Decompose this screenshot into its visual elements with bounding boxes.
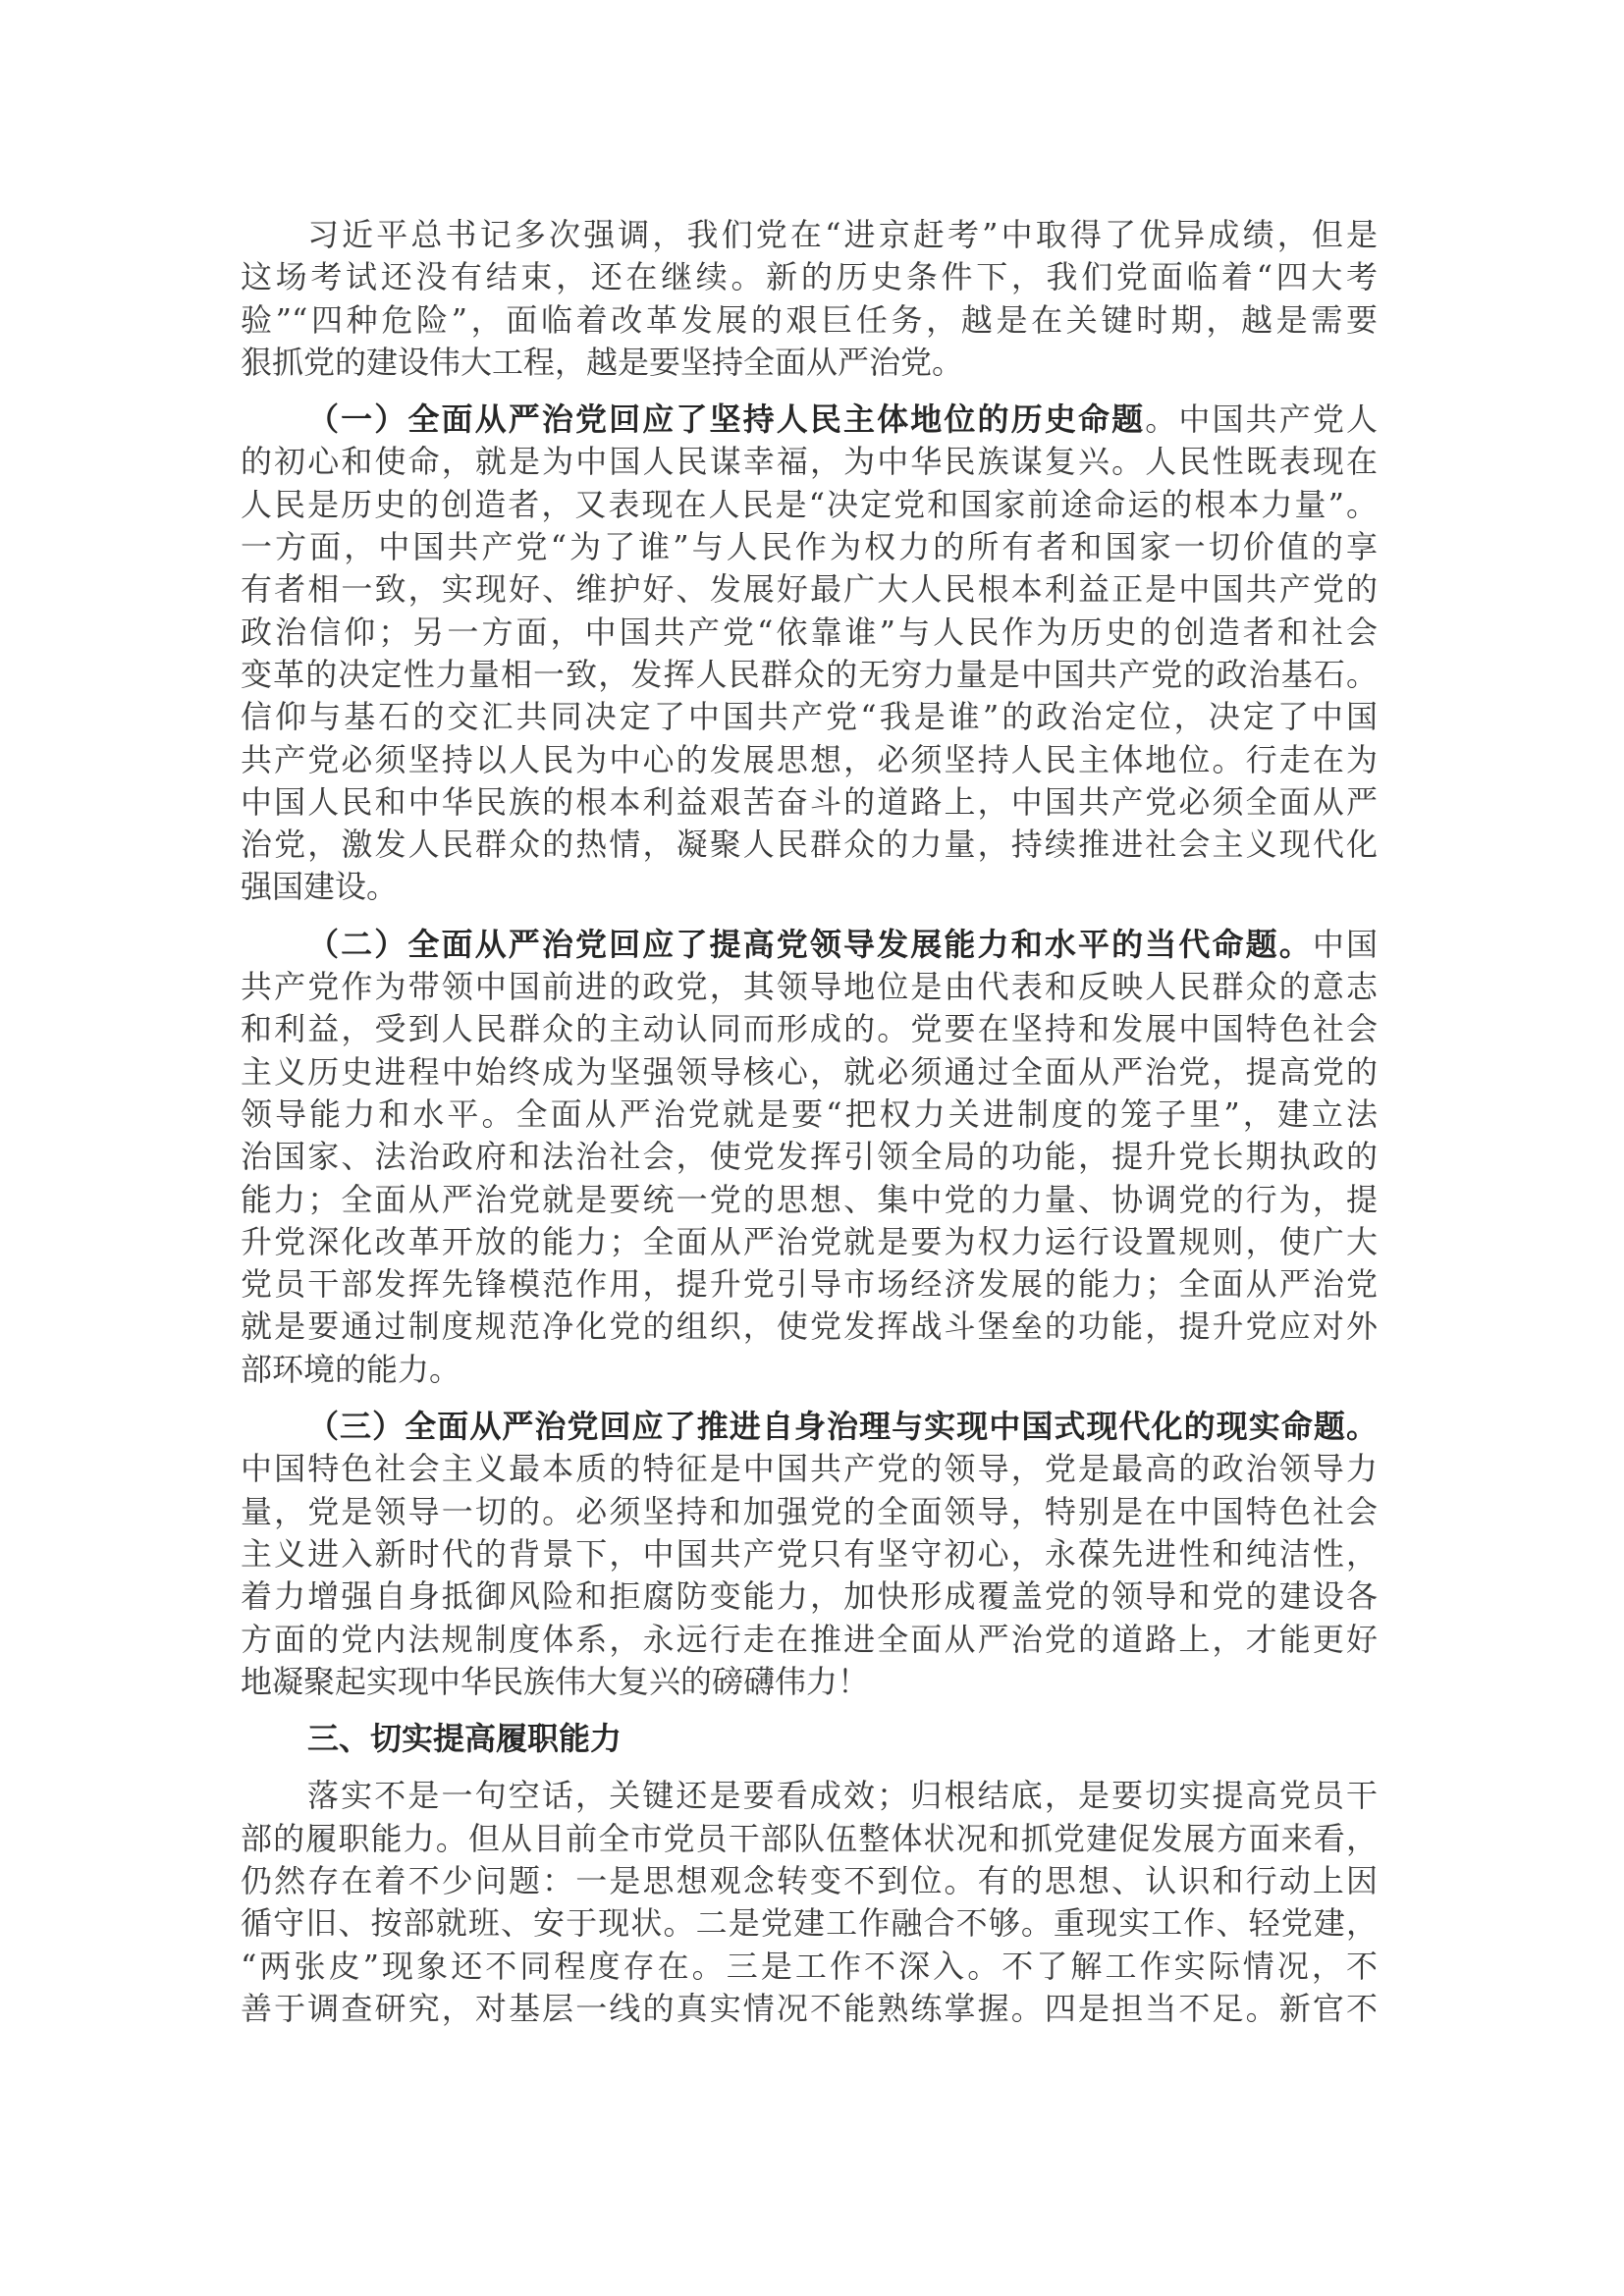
document-page: [241, 214, 1378, 2045]
body-text: 中国特色社会主义最本质的特征是中国共产党的领导，党是最高的政治领导力: [241, 1450, 1378, 1488]
body-text: 人民是历史的创造者，又表现在人民是“决定党和国家前途命运的根本力量”。: [241, 485, 1378, 523]
text-line: [241, 1406, 1378, 1448]
text-line: [241, 484, 1378, 526]
body-text: 共产党必须坚持以人民为中心的发展思想，必须坚持人民主体地位。行走在为: [241, 740, 1378, 778]
text-line: [241, 1263, 1378, 1306]
text-line: [241, 966, 1378, 1008]
text-line: [241, 866, 1378, 908]
body-text: 主义进入新时代的背景下，中国共产党只有坚守初心，永葆先进性和纯洁性，: [241, 1534, 1378, 1573]
body-text: 一方面，中国共产党“为了谁”与人民作为权力的所有者和国家一切价值的享: [241, 528, 1378, 566]
text-line: [241, 1619, 1378, 1661]
text-line: [241, 214, 1378, 256]
text-line: [241, 1860, 1378, 1902]
body-text: 落实不是一句空话，关键还是要看成效；归根结底，是要切实提高党员干: [307, 1777, 1378, 1815]
body-text: 能力；全面从严治党就是要统一党的思想、集中党的力量、协调党的行为，提: [241, 1180, 1378, 1218]
text-line: [241, 1448, 1378, 1490]
text-line: [241, 1306, 1378, 1348]
text-line: [241, 1946, 1378, 1988]
bold-lead-text: （一）全面从严治党回应了坚持人民主体地位的历史命题: [307, 400, 1146, 439]
body-text: 信仰与基石的交汇共同决定了中国共产党“我是谁”的政治定位，决定了中国: [241, 698, 1378, 736]
text-line: [241, 1661, 1378, 1703]
text-line: [241, 824, 1378, 866]
body-text: 方面的党内法规制度体系，永远行走在推进全面从严治党的道路上，才能更好: [241, 1620, 1378, 1658]
body-text: 量，党是领导一切的。必须坚持和加强党的全面领导，特别是在中国特色社会: [241, 1492, 1378, 1530]
body-text: 领导能力和水平。全面从严治党就是要“把权力关进制度的笼子里”，建立法: [241, 1095, 1378, 1133]
body-text: 治党，激发人民群众的热情，凝聚人民群众的力量，持续推进社会主义现代化: [241, 826, 1378, 864]
text-line: [241, 342, 1378, 384]
body-text: 部环境的能力。: [241, 1350, 461, 1388]
text-line: [241, 654, 1378, 696]
paragraph: [241, 924, 1378, 1391]
paragraph: [241, 399, 1378, 909]
text-line: [241, 781, 1378, 824]
body-text: 循守旧、按部就班、安于现状。二是党建工作融合不够。重现实工作、轻党建，: [241, 1904, 1378, 1943]
text-line: [241, 1491, 1378, 1533]
body-text: 主义历史进程中始终成为坚强领导核心，就必须通过全面从严治党，提高党的: [241, 1052, 1378, 1091]
text-line: [241, 1818, 1378, 1860]
body-text: “两张皮”现象还不同程度存在。三是工作不深入。不了解工作实际情况，不: [241, 1947, 1378, 1985]
body-text: 治国家、法治政府和法治社会，使党发挥引领全局的功能，提升党长期执政的: [241, 1138, 1378, 1176]
body-text: 。中国共产党人: [1145, 400, 1378, 439]
body-text: 习近平总书记多次强调，我们党在“进京赶考”中取得了优异成绩，但是: [307, 216, 1378, 253]
body-text: 这场考试还没有结束，还在继续。新的历史条件下，我们党面临着“四大考: [241, 258, 1378, 296]
body-text: 着力增强自身抵御风险和拒腐防变能力，加快形成覆盖党的领导和党的建设各: [241, 1577, 1378, 1616]
body-text: 共产党作为带领中国前进的政党，其领导地位是由代表和反映人民群众的意志: [241, 968, 1378, 1006]
text-line: [241, 1136, 1378, 1178]
text-line: [241, 1775, 1378, 1817]
text-line: [241, 1349, 1378, 1391]
body-text: 就是要通过制度规范净化党的组织，使党发挥战斗堡垒的功能，提升党应对外: [241, 1308, 1378, 1346]
body-text: 有者相一致，实现好、维护好、发展好最广大人民根本利益正是中国共产党的: [241, 570, 1378, 609]
bold-lead-text: （三）全面从严治党回应了推进自身治理与实现中国式现代化的现实命题。: [307, 1408, 1378, 1446]
text-line: [241, 1221, 1378, 1263]
text-line: [241, 1008, 1378, 1050]
body-text: 变革的决定性力量相一致，发挥人民群众的无穷力量是中国共产党的政治基石。: [241, 655, 1378, 693]
body-text: 升党深化改革开放的能力；全面从严治党就是要为权力运行设置规则，使广大: [241, 1222, 1378, 1260]
body-text: 狠抓党的建设伟大工程，越是要坚持全面从严治党。: [241, 343, 964, 381]
paragraph: [241, 214, 1378, 384]
text-line: [241, 1533, 1378, 1575]
paragraph: [241, 1406, 1378, 1703]
text-line: [241, 256, 1378, 298]
body-text: 中国: [1312, 925, 1378, 963]
text-line: [241, 299, 1378, 342]
text-line: [241, 1094, 1378, 1136]
body-text: 政治信仰；另一方面，中国共产党“依靠谁”与人民作为历史的创造者和社会: [241, 613, 1378, 651]
text-line: [241, 1179, 1378, 1221]
text-line: [241, 1575, 1378, 1618]
body-text: 仍然存在着不少问题：一是思想观念转变不到位。有的思想、认识和行动上因: [241, 1861, 1378, 1899]
body-text: 的初心和使命，就是为中国人民谋幸福，为中华民族谋复兴。人民性既表现在: [241, 443, 1378, 481]
bold-lead-text: 三、切实提高履职能力: [307, 1720, 623, 1758]
paragraph: [241, 1775, 1378, 2030]
text-line: [241, 1718, 1378, 1760]
text-line: [241, 399, 1378, 441]
text-line: [241, 1902, 1378, 1945]
body-text: 和利益，受到人民群众的主动认同而形成的。党要在坚持和发展中国特色社会: [241, 1010, 1378, 1048]
body-text: 党员干部发挥先锋模范作用，提升党引导市场经济发展的能力；全面从严治党: [241, 1265, 1378, 1304]
body-text: 强国建设。: [241, 868, 399, 906]
text-line: [241, 526, 1378, 568]
body-text: 善于调查研究，对基层一线的真实情况不能熟练掌握。四是担当不足。新官不: [241, 1989, 1378, 2027]
text-line: [241, 441, 1378, 483]
section-heading: [241, 1718, 1378, 1760]
text-line: [241, 696, 1378, 738]
body-text: 验”“四种危险”，面临着改革发展的艰巨任务，越是在关键时期，越是需要: [241, 300, 1378, 339]
text-line: [241, 1988, 1378, 2030]
body-text: 中国人民和中华民族的根本利益艰苦奋斗的道路上，中国共产党必须全面从严: [241, 782, 1378, 821]
text-line: [241, 924, 1378, 966]
text-line: [241, 1051, 1378, 1094]
body-text: 部的履职能力。但从目前全市党员干部队伍整体状况和抓党建促发展方面来看，: [241, 1819, 1378, 1857]
text-line: [241, 612, 1378, 654]
body-text: 地凝聚起实现中华民族伟大复兴的磅礴伟力！: [241, 1662, 870, 1700]
text-line: [241, 568, 1378, 611]
bold-lead-text: （二）全面从严治党回应了提高党领导发展能力和水平的当代命题。: [307, 925, 1313, 963]
text-line: [241, 739, 1378, 781]
